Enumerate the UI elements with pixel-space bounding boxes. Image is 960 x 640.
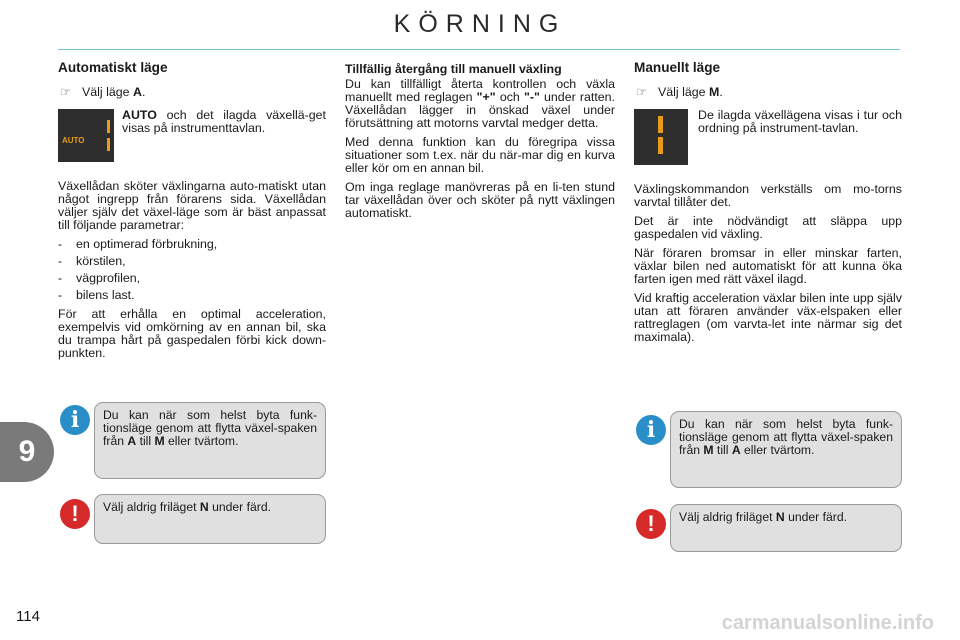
- info-text: eller tvärtom.: [164, 434, 239, 448]
- warning-text: Välj aldrig friläget: [103, 500, 200, 514]
- segment-icon: [107, 138, 110, 151]
- warning-bold: N: [775, 510, 785, 524]
- select-mode-m-bullet: [634, 86, 902, 99]
- info-text: Du kan när som helst byta funk-tionsläge genom att flytta växel-spaken från: [103, 408, 317, 448]
- warning-icon: !: [636, 509, 666, 539]
- temporary-manual-subheading: Tillfällig återgång till manuell växling: [345, 62, 562, 76]
- info-bold: A: [731, 443, 741, 457]
- warning-text: Välj aldrig friläget: [679, 510, 776, 524]
- bullet-end: .: [719, 85, 723, 99]
- list-item-text: en optimerad förbrukning,: [76, 237, 218, 251]
- display-auto-text: AUTO: [62, 136, 85, 145]
- bullet-text: Välj läge: [82, 85, 133, 99]
- info-bold: M: [703, 443, 714, 457]
- paragraph: Växellådan sköter växlingarna auto-matiskt utan något ingrepp från förarens sida. Växellådan väljer själv det växel-läge som är bäst anpassat till följande parametrar:: [58, 179, 326, 232]
- pointing-hand-icon: ☞: [636, 85, 648, 99]
- mode-letter: A: [132, 85, 142, 99]
- manual-display-caption: De ilagda växellägena visas i tur och ordning på instrument-tavlan.: [698, 108, 902, 135]
- warning-text: under färd.: [208, 500, 272, 514]
- segment-icon: [107, 120, 110, 133]
- manual-mode-heading: Manuellt läge: [634, 60, 721, 75]
- pointing-hand-icon: ☞: [60, 85, 72, 99]
- paragraph: [345, 78, 615, 130]
- bullet-end: .: [141, 85, 146, 99]
- paragraph: Med denna funktion kan du föregripa vissa situationer som t.ex. när du när-mar dig en kurva eller kör om en annan bil.: [345, 135, 615, 175]
- right-column: [634, 58, 902, 350]
- text: Du kan tillfälligt återta kontrollen och växla manuellt med reglagen: [345, 77, 615, 104]
- warning-box-left: [94, 494, 326, 544]
- left-column: [58, 58, 326, 366]
- warning-text: under färd.: [784, 510, 848, 524]
- manual-display-icon: [634, 109, 688, 165]
- manual-display-row: [634, 109, 902, 165]
- info-text: till: [713, 443, 732, 457]
- warning-icon: !: [60, 499, 90, 529]
- info-bold: A: [127, 434, 137, 448]
- paragraph: Vid kraftig acceleration växlar bilen inte upp själv utan att föraren använder väx-elspaken eller rattreglagen (om varvta-let inte närmar sig det maximala).: [634, 291, 902, 344]
- auto-display-icon: [58, 109, 114, 162]
- watermark: carmanualsonline.info: [721, 612, 934, 634]
- warning-bold: N: [199, 500, 209, 514]
- info-bold: M: [154, 434, 165, 448]
- paragraph: Om inga reglage manövreras på en li-ten stund tar växellådan över och sköter på nytt växlingen automatiskt.: [345, 180, 615, 220]
- warning-box-right: [670, 504, 902, 552]
- page-number: 114: [16, 608, 40, 625]
- bullet-text: Välj läge: [658, 85, 709, 99]
- list-item-text: bilens last.: [76, 288, 135, 302]
- auto-display-caption: [122, 109, 326, 135]
- info-text: eller tvärtom.: [740, 443, 815, 457]
- paragraph: För att erhålla en optimal acceleration, exempelvis vid omkörning av en annan bil, ska du trampa hårt på gaspedalen förbi kick down-punkten.: [58, 307, 326, 360]
- auto-display-row: [58, 109, 326, 162]
- info-text: till: [136, 434, 155, 448]
- plus-control: "+": [476, 90, 496, 104]
- select-mode-a-bullet: [58, 86, 326, 99]
- info-text: Du kan när som helst byta funk-tionsläge genom att flytta växel-spaken från: [679, 417, 893, 457]
- header-divider: [58, 49, 900, 50]
- auto-label: AUTO: [122, 108, 157, 122]
- middle-column: [345, 63, 615, 226]
- page-title: KÖRNING: [393, 10, 567, 38]
- automatic-mode-heading: Automatiskt läge: [58, 60, 168, 75]
- info-icon: i: [636, 415, 666, 445]
- text: under ratten. Växellådan lägger in önskad växel under förutsättning att motorns varvtal medger detta.: [345, 90, 615, 130]
- minus-control: "-": [523, 90, 540, 104]
- chapter-tab: 9: [0, 422, 54, 482]
- parameter-list: [58, 238, 326, 302]
- paragraph: Växlingskommandon verkställs om mo-torns varvtal tillåter det.: [634, 182, 902, 209]
- paragraph: När föraren bromsar in eller minskar farten, växlar bilen ned automatiskt för att kunna öka farten igen med rätt växel ilagd.: [634, 246, 902, 286]
- list-item: - körstilen,: [58, 254, 126, 268]
- paragraph: Det är inte nödvändigt att släppa upp gaspedalen vid växling.: [634, 214, 902, 241]
- info-icon: i: [60, 405, 90, 435]
- segment-icon: [658, 116, 663, 133]
- list-item-text: vägprofilen,: [76, 271, 141, 285]
- list-item: - vägprofilen,: [58, 271, 141, 285]
- segment-icon: [658, 137, 663, 154]
- auto-caption-text: och det ilagda växellä-get visas på instrumenttavlan.: [122, 108, 326, 135]
- text: och: [495, 90, 524, 104]
- list-item-text: körstilen,: [76, 254, 126, 268]
- list-item: - bilens last.: [58, 288, 135, 302]
- info-box-left: [94, 402, 326, 479]
- list-item: - en optimerad förbrukning,: [58, 237, 218, 251]
- info-box-right: [670, 411, 902, 488]
- mode-letter: M: [708, 85, 720, 99]
